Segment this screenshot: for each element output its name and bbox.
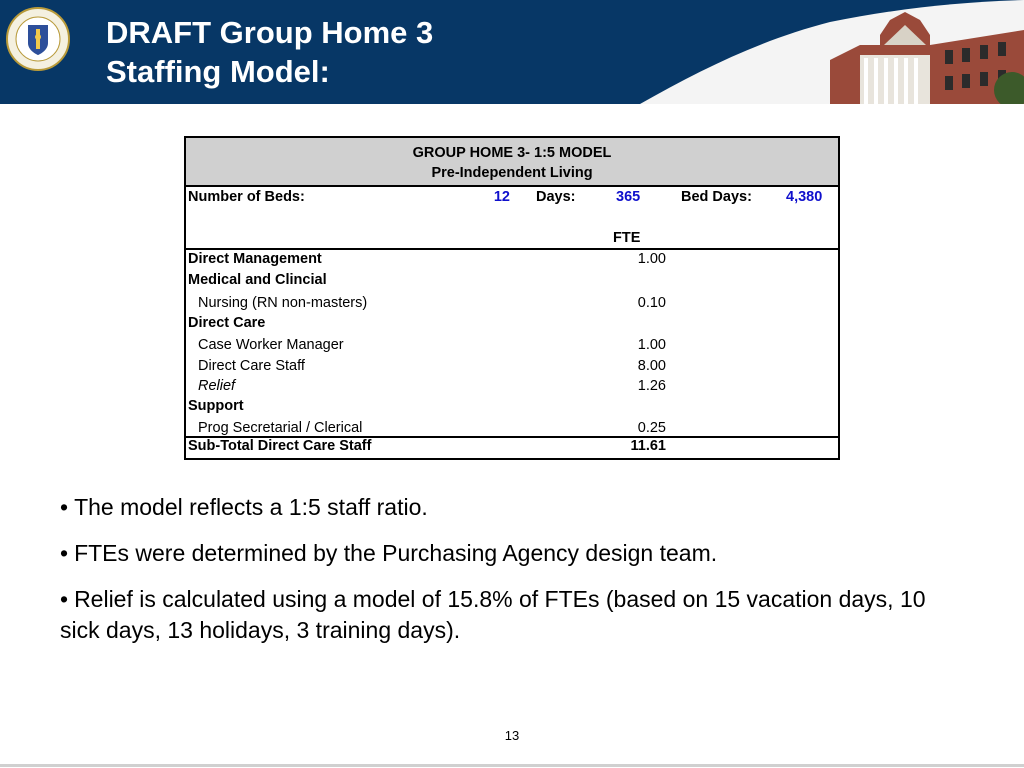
staffing-table xyxy=(184,136,840,460)
row-label-prog-secretarial: Prog Secretarial / Clerical xyxy=(198,420,363,436)
row-label-relief: Relief xyxy=(198,378,236,394)
row-value-case-worker-manager: 1.00 xyxy=(637,337,666,353)
table-subtitle: Pre-Independent Living xyxy=(431,165,593,181)
row-label-case-worker-manager: Case Worker Manager xyxy=(198,337,344,353)
title-line-1: DRAFT Group Home 3 xyxy=(106,15,434,50)
row-label-support: Support xyxy=(188,398,244,414)
row-value-prog-secretarial: 0.25 xyxy=(637,420,666,436)
page-title xyxy=(106,13,433,91)
bullet-item xyxy=(60,584,960,646)
row-label-direct-management: Direct Management xyxy=(188,251,322,267)
row-label-medical-clinical: Medical and Clincial xyxy=(188,272,327,288)
bed-days-label: Bed Days: xyxy=(681,189,752,205)
row-label-direct-care-staff: Direct Care Staff xyxy=(198,358,305,374)
beds-value: 12 xyxy=(493,189,510,205)
footer-divider xyxy=(0,764,1024,767)
massachusetts-seal-icon xyxy=(6,7,70,71)
days-value: 365 xyxy=(616,189,641,205)
subtotal-value: 11.61 xyxy=(630,438,666,454)
row-label-nursing: Nursing (RN non-masters) xyxy=(198,295,368,311)
row-value-direct-management: 1.00 xyxy=(637,251,666,267)
bullet-item xyxy=(60,492,960,523)
days-label: Days: xyxy=(536,189,576,205)
header-banner xyxy=(0,0,1024,104)
bullet-glyph: • xyxy=(60,494,69,520)
table-header xyxy=(186,138,838,187)
bullet-glyph: • xyxy=(60,586,69,612)
row-label-direct-care: Direct Care xyxy=(188,315,266,331)
table-title: GROUP HOME 3- 1:5 MODEL xyxy=(412,145,612,161)
bullet-text: The model reflects a 1:5 staff ratio. xyxy=(74,494,428,520)
bullet-glyph: • xyxy=(60,540,69,566)
bullet-list xyxy=(60,492,960,661)
row-value-nursing: 0.10 xyxy=(637,295,666,311)
bullet-item xyxy=(60,538,960,569)
page-number: 13 xyxy=(504,728,520,743)
bullet-text: FTEs were determined by the Purchasing Agency design team. xyxy=(74,540,718,566)
beds-label: Number of Beds: xyxy=(188,189,305,205)
bullet-text: Relief is calculated using a model of 15.8% of FTEs (based on 15 vacation days, 10 sick days, 13 holidays, 3 training days). xyxy=(60,586,926,643)
title-line-2: Staffing Model: xyxy=(106,54,330,89)
row-value-direct-care-staff: 8.00 xyxy=(637,358,666,374)
subtotal-label: Sub-Total Direct Care Staff xyxy=(188,438,372,454)
fte-header: FTE xyxy=(613,230,641,246)
bed-days-value: 4,380 xyxy=(786,189,823,205)
row-value-relief: 1.26 xyxy=(637,378,666,394)
